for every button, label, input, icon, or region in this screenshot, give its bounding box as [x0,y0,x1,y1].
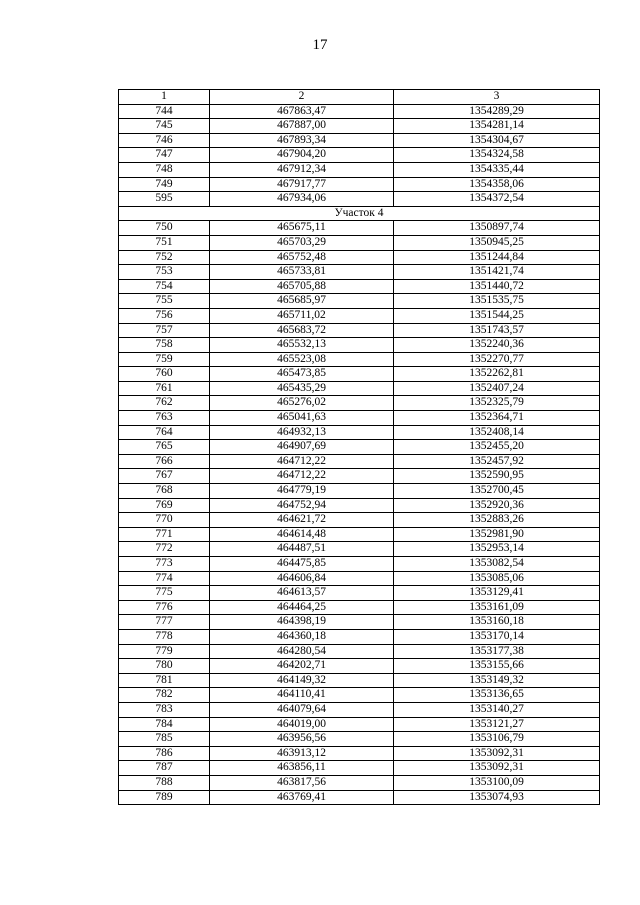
x-coordinate-cell: 464712,22 [210,454,394,469]
point-number-cell: 783 [119,702,210,717]
y-coordinate-cell: 1353092,31 [394,746,600,761]
y-coordinate-cell: 1351244,84 [394,250,600,265]
coordinates-table-body [119,90,600,805]
point-number-cell: 757 [119,323,210,338]
table-row [119,717,600,732]
table-row [119,323,600,338]
point-number-cell: 745 [119,119,210,134]
point-number-cell: 775 [119,586,210,601]
table-row [119,425,600,440]
table-row [119,790,600,805]
x-coordinate-cell: 464779,19 [210,484,394,499]
x-coordinate-cell: 464907,69 [210,440,394,455]
table-row [119,513,600,528]
point-number-cell: 755 [119,294,210,309]
x-coordinate-cell: 464019,00 [210,717,394,732]
point-number-cell: 763 [119,411,210,426]
y-coordinate-cell: 1354304,67 [394,133,600,148]
table-row [119,148,600,163]
point-number-cell: 747 [119,148,210,163]
table-row [119,484,600,499]
x-coordinate-cell: 464475,85 [210,557,394,572]
x-coordinate-cell: 465733,81 [210,265,394,280]
x-coordinate-cell: 465675,11 [210,221,394,236]
header-cell-x: 2 [210,90,394,105]
header-cell-point: 1 [119,90,210,105]
x-coordinate-cell: 467863,47 [210,104,394,119]
table-row [119,775,600,790]
table-row [119,469,600,484]
y-coordinate-cell: 1351421,74 [394,265,600,280]
point-number-cell: 753 [119,265,210,280]
coordinates-table [118,89,600,805]
x-coordinate-cell: 464464,25 [210,600,394,615]
table-row [119,235,600,250]
page-number: 17 [312,37,328,53]
y-coordinate-cell: 1354358,06 [394,177,600,192]
y-coordinate-cell: 1351440,72 [394,279,600,294]
y-coordinate-cell: 1352262,81 [394,367,600,382]
x-coordinate-cell: 465523,08 [210,352,394,367]
point-number-cell: 756 [119,308,210,323]
x-coordinate-cell: 465705,88 [210,279,394,294]
point-number-cell: 746 [119,133,210,148]
point-number-cell: 777 [119,615,210,630]
table-row [119,659,600,674]
y-coordinate-cell: 1354324,58 [394,148,600,163]
table-row [119,527,600,542]
x-coordinate-cell: 464621,72 [210,513,394,528]
table-row [119,104,600,119]
table-row [119,279,600,294]
y-coordinate-cell: 1351743,57 [394,323,600,338]
x-coordinate-cell: 464932,13 [210,425,394,440]
table-row [119,250,600,265]
y-coordinate-cell: 1353177,38 [394,644,600,659]
point-number-cell: 778 [119,629,210,644]
table-row [119,192,600,207]
x-coordinate-cell: 464360,18 [210,629,394,644]
table-row [119,265,600,280]
x-coordinate-cell: 465685,97 [210,294,394,309]
point-number-cell: 779 [119,644,210,659]
y-coordinate-cell: 1353155,66 [394,659,600,674]
x-coordinate-cell: 464613,57 [210,586,394,601]
x-coordinate-cell: 464712,22 [210,469,394,484]
point-number-cell: 744 [119,104,210,119]
table-row [119,615,600,630]
y-coordinate-cell: 1353136,65 [394,688,600,703]
y-coordinate-cell: 1352325,79 [394,396,600,411]
y-coordinate-cell: 1354281,14 [394,119,600,134]
table-row [119,162,600,177]
y-coordinate-cell: 1350897,74 [394,221,600,236]
point-number-cell: 786 [119,746,210,761]
table-row [119,308,600,323]
y-coordinate-cell: 1350945,25 [394,235,600,250]
x-coordinate-cell: 464398,19 [210,615,394,630]
y-coordinate-cell: 1353160,18 [394,615,600,630]
x-coordinate-cell: 465435,29 [210,381,394,396]
point-number-cell: 780 [119,659,210,674]
table-row [119,177,600,192]
x-coordinate-cell: 467904,20 [210,148,394,163]
table-row [119,600,600,615]
point-number-cell: 769 [119,498,210,513]
y-coordinate-cell: 1352953,14 [394,542,600,557]
y-coordinate-cell: 1353140,27 [394,702,600,717]
point-number-cell: 751 [119,235,210,250]
y-coordinate-cell: 1352407,24 [394,381,600,396]
y-coordinate-cell: 1353170,14 [394,629,600,644]
point-number-cell: 758 [119,338,210,353]
point-number-cell: 754 [119,279,210,294]
x-coordinate-cell: 464202,71 [210,659,394,674]
point-number-cell: 788 [119,775,210,790]
table-row [119,352,600,367]
x-coordinate-cell: 465041,63 [210,411,394,426]
y-coordinate-cell: 1353085,06 [394,571,600,586]
x-coordinate-cell: 465711,02 [210,308,394,323]
x-coordinate-cell: 465703,29 [210,235,394,250]
table-row [119,732,600,747]
point-number-cell: 759 [119,352,210,367]
x-coordinate-cell: 464110,41 [210,688,394,703]
table-row [119,119,600,134]
x-coordinate-cell: 463956,56 [210,732,394,747]
table-row [119,688,600,703]
y-coordinate-cell: 1353074,93 [394,790,600,805]
table-row [119,133,600,148]
y-coordinate-cell: 1352270,77 [394,352,600,367]
y-coordinate-cell: 1352981,90 [394,527,600,542]
y-coordinate-cell: 1352408,14 [394,425,600,440]
table-row [119,294,600,309]
point-number-cell: 764 [119,425,210,440]
y-coordinate-cell: 1353129,41 [394,586,600,601]
point-number-cell: 774 [119,571,210,586]
point-number-cell: 766 [119,454,210,469]
section-title: Участок 4 [119,206,600,221]
y-coordinate-cell: 1353121,27 [394,717,600,732]
x-coordinate-cell: 464752,94 [210,498,394,513]
x-coordinate-cell: 464606,84 [210,571,394,586]
table-row [119,586,600,601]
point-number-cell: 789 [119,790,210,805]
table-row [119,644,600,659]
x-coordinate-cell: 463913,12 [210,746,394,761]
point-number-cell: 768 [119,484,210,499]
x-coordinate-cell: 463769,41 [210,790,394,805]
y-coordinate-cell: 1353082,54 [394,557,600,572]
y-coordinate-cell: 1352455,20 [394,440,600,455]
table-row [119,440,600,455]
point-number-cell: 752 [119,250,210,265]
point-number-cell: 765 [119,440,210,455]
point-number-cell: 784 [119,717,210,732]
point-number-cell: 770 [119,513,210,528]
y-coordinate-cell: 1354335,44 [394,162,600,177]
point-number-cell: 760 [119,367,210,382]
table-row [119,411,600,426]
y-coordinate-cell: 1353161,09 [394,600,600,615]
x-coordinate-cell: 467912,34 [210,162,394,177]
table-row [119,702,600,717]
table-row [119,673,600,688]
table-row [119,454,600,469]
y-coordinate-cell: 1352364,71 [394,411,600,426]
table-row [119,761,600,776]
point-number-cell: 767 [119,469,210,484]
y-coordinate-cell: 1353092,31 [394,761,600,776]
table-row [119,542,600,557]
x-coordinate-cell: 464614,48 [210,527,394,542]
table-row [119,629,600,644]
y-coordinate-cell: 1351544,25 [394,308,600,323]
y-coordinate-cell: 1352240,36 [394,338,600,353]
y-coordinate-cell: 1354372,54 [394,192,600,207]
x-coordinate-cell: 467917,77 [210,177,394,192]
x-coordinate-cell: 467893,34 [210,133,394,148]
table-row [119,746,600,761]
x-coordinate-cell: 464487,51 [210,542,394,557]
point-number-cell: 787 [119,761,210,776]
point-number-cell: 785 [119,732,210,747]
x-coordinate-cell: 464149,32 [210,673,394,688]
table-row [119,498,600,513]
point-number-cell: 595 [119,192,210,207]
y-coordinate-cell: 1352883,26 [394,513,600,528]
table-row [119,381,600,396]
x-coordinate-cell: 465473,85 [210,367,394,382]
x-coordinate-cell: 467934,06 [210,192,394,207]
point-number-cell: 750 [119,221,210,236]
y-coordinate-cell: 1353149,32 [394,673,600,688]
point-number-cell: 771 [119,527,210,542]
y-coordinate-cell: 1352920,36 [394,498,600,513]
x-coordinate-cell: 465276,02 [210,396,394,411]
table-row [119,338,600,353]
table-row [119,571,600,586]
point-number-cell: 772 [119,542,210,557]
x-coordinate-cell: 464280,54 [210,644,394,659]
y-coordinate-cell: 1352700,45 [394,484,600,499]
point-number-cell: 761 [119,381,210,396]
x-coordinate-cell: 463817,56 [210,775,394,790]
table-row [119,221,600,236]
header-cell-y: 3 [394,90,600,105]
y-coordinate-cell: 1354289,29 [394,104,600,119]
x-coordinate-cell: 465683,72 [210,323,394,338]
point-number-cell: 762 [119,396,210,411]
x-coordinate-cell: 463856,11 [210,761,394,776]
table-header-row [119,90,600,105]
table-row [119,396,600,411]
table-row [119,557,600,572]
y-coordinate-cell: 1351535,75 [394,294,600,309]
x-coordinate-cell: 467887,00 [210,119,394,134]
x-coordinate-cell: 464079,64 [210,702,394,717]
section-title-row [119,206,600,221]
y-coordinate-cell: 1353100,09 [394,775,600,790]
point-number-cell: 749 [119,177,210,192]
x-coordinate-cell: 465752,48 [210,250,394,265]
point-number-cell: 781 [119,673,210,688]
point-number-cell: 776 [119,600,210,615]
y-coordinate-cell: 1352590,95 [394,469,600,484]
x-coordinate-cell: 465532,13 [210,338,394,353]
table-row [119,367,600,382]
point-number-cell: 773 [119,557,210,572]
point-number-cell: 782 [119,688,210,703]
y-coordinate-cell: 1352457,92 [394,454,600,469]
point-number-cell: 748 [119,162,210,177]
y-coordinate-cell: 1353106,79 [394,732,600,747]
